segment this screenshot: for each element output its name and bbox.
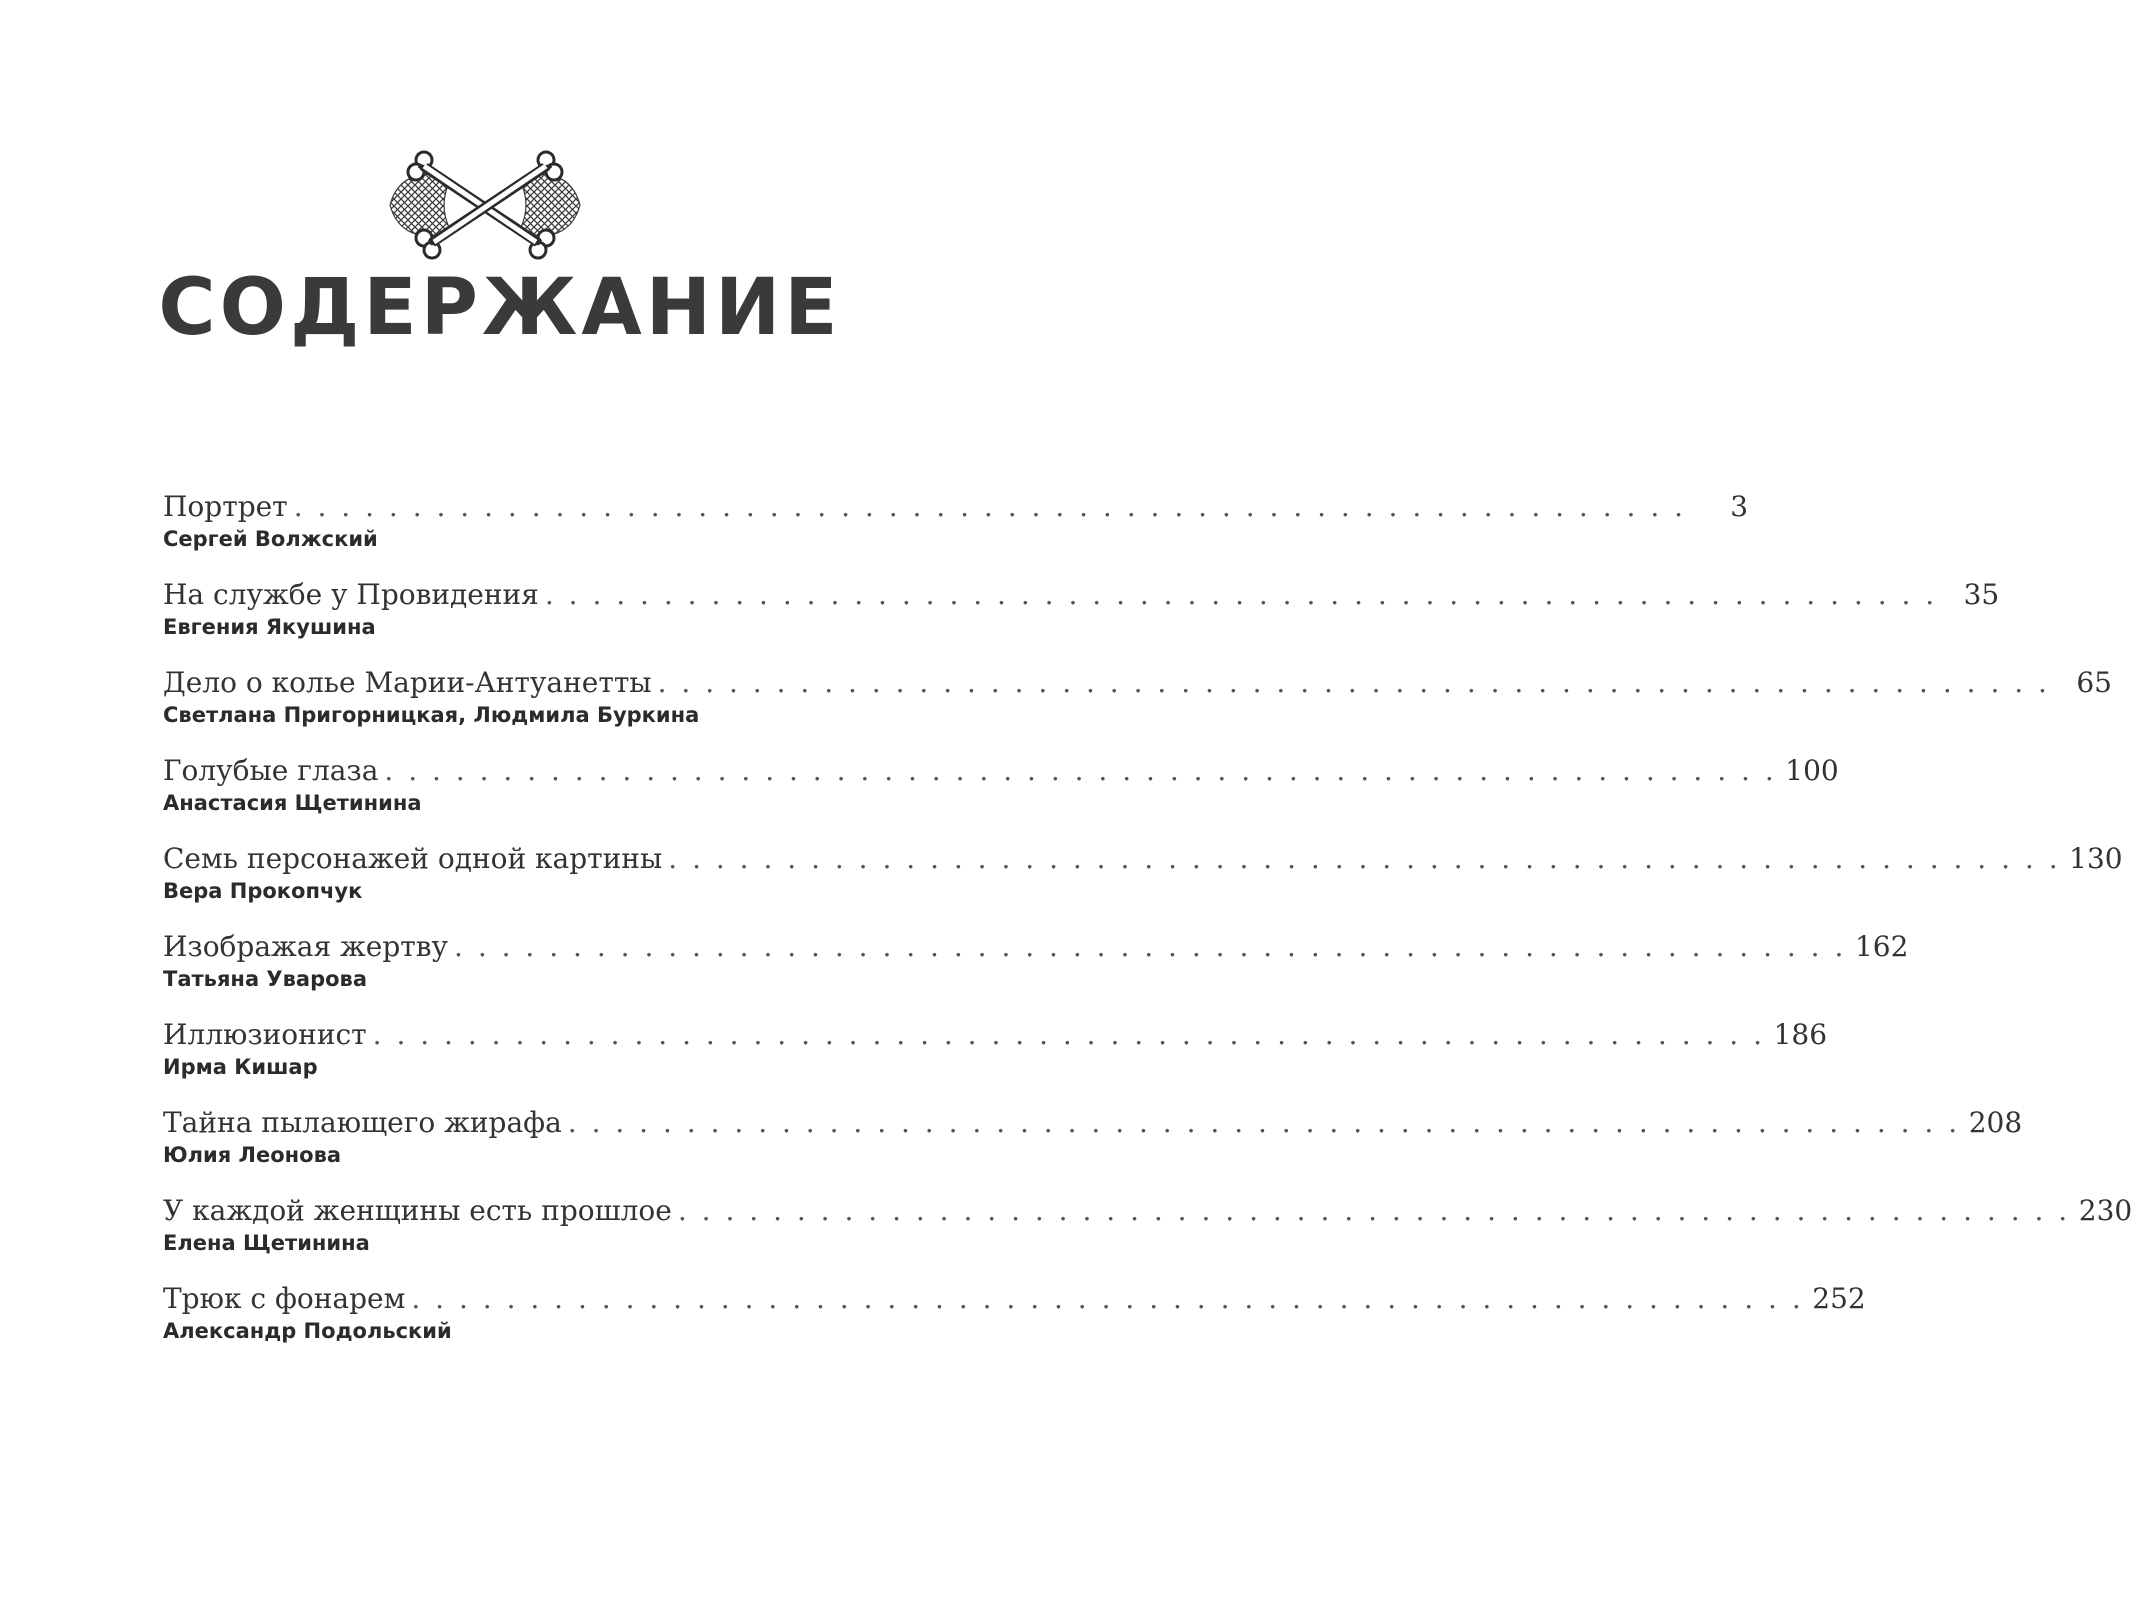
toc-title: Тайна пылающего жирафа [163,1106,562,1139]
toc-line [163,1282,1866,1316]
toc-author: Елена Щетинина [163,1231,370,1255]
toc-page-number: 130 [2069,842,2123,875]
toc-page-number: 252 [1812,1282,1866,1315]
toc-title: Иллюзионист [163,1018,367,1051]
toc-leader: . . . . . . . . . . . . . . . . . . . . . . . . . . . . . . . . . . . . . . . . . . . . . . . . . . . . . . . . . . . [567,1106,1961,1139]
table-of-contents [163,490,2132,1370]
toc-author: Евгения Якушина [163,615,376,639]
toc-title: Семь персонажей одной картины [163,842,663,875]
toc-entry [163,578,2000,666]
toc-title: Изображая жертву [163,930,449,963]
toc-title: Портрет [163,490,288,523]
toc-author: Ирма Кишар [163,1055,318,1079]
toc-entry [163,754,1839,842]
toc-author: Татьяна Уварова [163,967,367,991]
toc-leader: . . . . . . . . . . . . . . . . . . . . . . . . . . . . . . . . . . . . . . . . . . . . . . . . . . . . . . . . . . . [372,1018,1766,1051]
toc-author: Сергей Волжский [163,527,378,551]
toc-leader: . . . . . . . . . . . . . . . . . . . . . . . . . . . . . . . . . . . . . . . . . . . . . . . . . . . . . . . . . . . [657,666,2050,699]
toc-author: Юлия Леонова [163,1143,342,1167]
toc-entry [163,1194,2132,1282]
toc-page-number: 162 [1854,930,1909,963]
toc-entry [163,1018,1828,1106]
toc-page-number: 208 [1968,1106,2023,1139]
toc-entry [163,666,2112,754]
toc-leader: . . . . . . . . . . . . . . . . . . . . . . . . . . . . . . . . . . . . . . . . . . . . . . . . . . . . . . . . . . . [544,578,1938,611]
toc-page-number: 230 [2078,1194,2132,1227]
toc-line [163,842,2123,876]
toc-entry [163,930,1909,1018]
toc-title: Трюк с фонарем [163,1282,406,1315]
toc-title: Дело о колье Марии-Антуанетты [163,666,652,699]
toc-title: Голубые глаза [163,754,379,787]
toc-entry [163,1282,1866,1370]
toc-leader: . . . . . . . . . . . . . . . . . . . . . . . . . . . . . . . . . . . . . . . . . . . . . . . . . . . . . . . . . . . [454,930,1847,963]
toc-page-number: 3 [1730,490,1749,523]
page-title: СОДЕРЖАНИЕ [158,263,842,353]
toc-page-number: 65 [2076,666,2112,699]
toc-line [163,754,1839,788]
toc-page-number: 100 [1785,754,1839,787]
toc-entry [163,1106,2023,1194]
toc-leader: . . . . . . . . . . . . . . . . . . . . . . . . . . . . . . . . . . . . . . . . . . . . . . . . . . . . . . . . . . . [293,490,1687,523]
toc-entry [163,490,1749,578]
toc-line [163,578,2000,612]
toc-line [163,1194,2132,1228]
toc-leader: . . . . . . . . . . . . . . . . . . . . . . . . . . . . . . . . . . . . . . . . . . . . . . . . . . . . . . . . . . . [411,1282,1804,1315]
toc-title: У каждой женщины есть прошлое [163,1194,672,1227]
crossed-bones-icon [380,150,590,260]
toc-author: Вера Прокопчук [163,879,363,903]
toc-author: Светлана Пригорницкая, Людмила Буркина [163,703,700,727]
toc-line [163,1018,1828,1052]
toc-page-number: 35 [1963,578,2000,611]
toc-leader: . . . . . . . . . . . . . . . . . . . . . . . . . . . . . . . . . . . . . . . . . . . . . . . . . . . . . . . . . . . [384,754,1777,787]
toc-line [163,666,2112,700]
toc-leader: . . . . . . . . . . . . . . . . . . . . . . . . . . . . . . . . . . . . . . . . . . . . . . . . . . . . . . . . . . . [668,842,2061,875]
toc-line [163,930,1909,964]
toc-author: Анастасия Щетинина [163,791,422,815]
toc-title: На службе у Провидения [163,578,539,611]
toc-line [163,490,1749,524]
toc-page-number: 186 [1773,1018,1828,1051]
toc-entry [163,842,2123,930]
toc-leader: . . . . . . . . . . . . . . . . . . . . . . . . . . . . . . . . . . . . . . . . . . . . . . . . . . . . . . . . . . . [677,1194,2071,1227]
toc-line [163,1106,2023,1140]
toc-author: Александр Подольский [163,1319,452,1343]
